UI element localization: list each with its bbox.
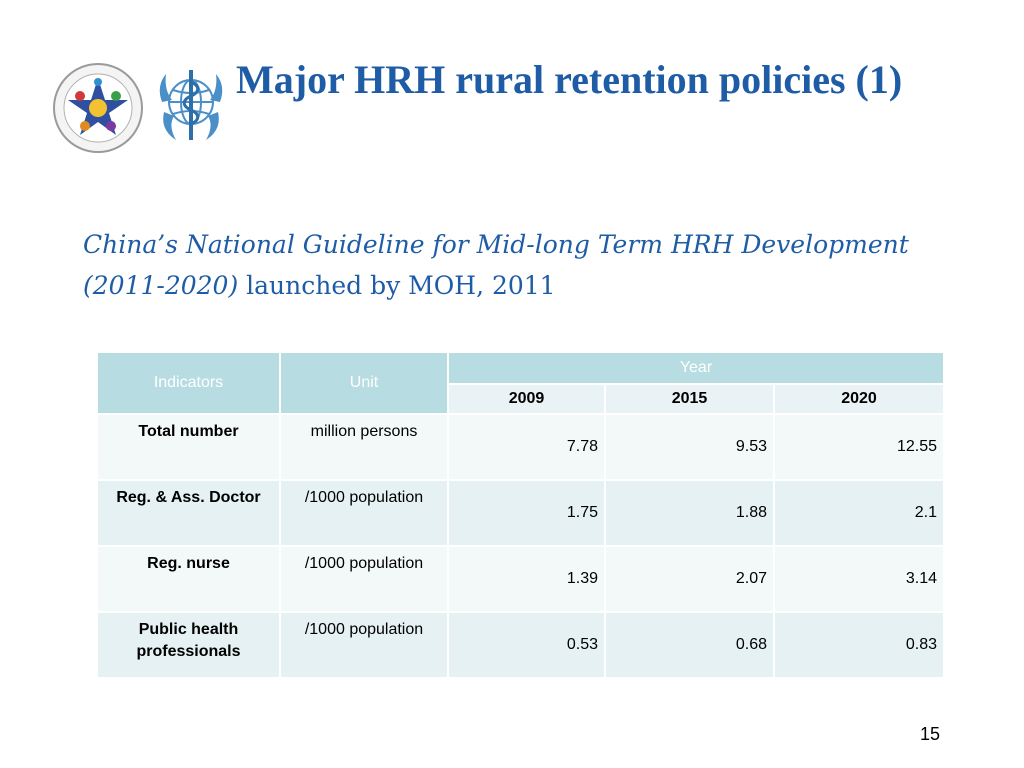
header-indicators: Indicators <box>97 352 280 414</box>
slide-subtitle <box>83 224 963 306</box>
header-year: Year <box>448 352 944 384</box>
value-2015: 1.88 <box>605 480 774 546</box>
value-2015: 0.68 <box>605 612 774 678</box>
row-unit: /1000 population <box>280 612 448 678</box>
header-unit: Unit <box>280 352 448 414</box>
header-year-2015: 2015 <box>605 384 774 414</box>
hrh-indicators-table <box>96 351 945 679</box>
subtitle-guideline-name: China’s National Guideline for Mid-long Term HRH Development (2011-2020) <box>83 230 909 300</box>
subtitle-launch-info: launched by MOH, 2011 <box>238 271 556 300</box>
header-year-2009: 2009 <box>448 384 605 414</box>
header-year-2020: 2020 <box>774 384 944 414</box>
value-2015: 9.53 <box>605 414 774 480</box>
value-2020: 0.83 <box>774 612 944 678</box>
hrh-center-emblem-icon <box>52 62 144 154</box>
who-emblem-icon <box>150 62 232 150</box>
row-unit: /1000 population <box>280 480 448 546</box>
value-2015: 2.07 <box>605 546 774 612</box>
value-2009: 7.78 <box>448 414 605 480</box>
value-2009: 1.39 <box>448 546 605 612</box>
row-indicator: Reg. & Ass. Doctor <box>97 480 280 546</box>
slide-title: Major HRH rural retention policies (1) <box>236 57 903 102</box>
value-2009: 1.75 <box>448 480 605 546</box>
value-2020: 2.1 <box>774 480 944 546</box>
row-unit: million persons <box>280 414 448 480</box>
row-indicator: Reg. nurse <box>97 546 280 612</box>
row-indicator: Total number <box>97 414 280 480</box>
row-unit: /1000 population <box>280 546 448 612</box>
table-row <box>97 414 944 480</box>
page-number: 15 <box>919 724 940 744</box>
row-indicator: Public health professionals <box>97 612 280 678</box>
table-row <box>97 612 944 678</box>
value-2020: 12.55 <box>774 414 944 480</box>
table-row <box>97 546 944 612</box>
value-2020: 3.14 <box>774 546 944 612</box>
value-2009: 0.53 <box>448 612 605 678</box>
table-row <box>97 480 944 546</box>
